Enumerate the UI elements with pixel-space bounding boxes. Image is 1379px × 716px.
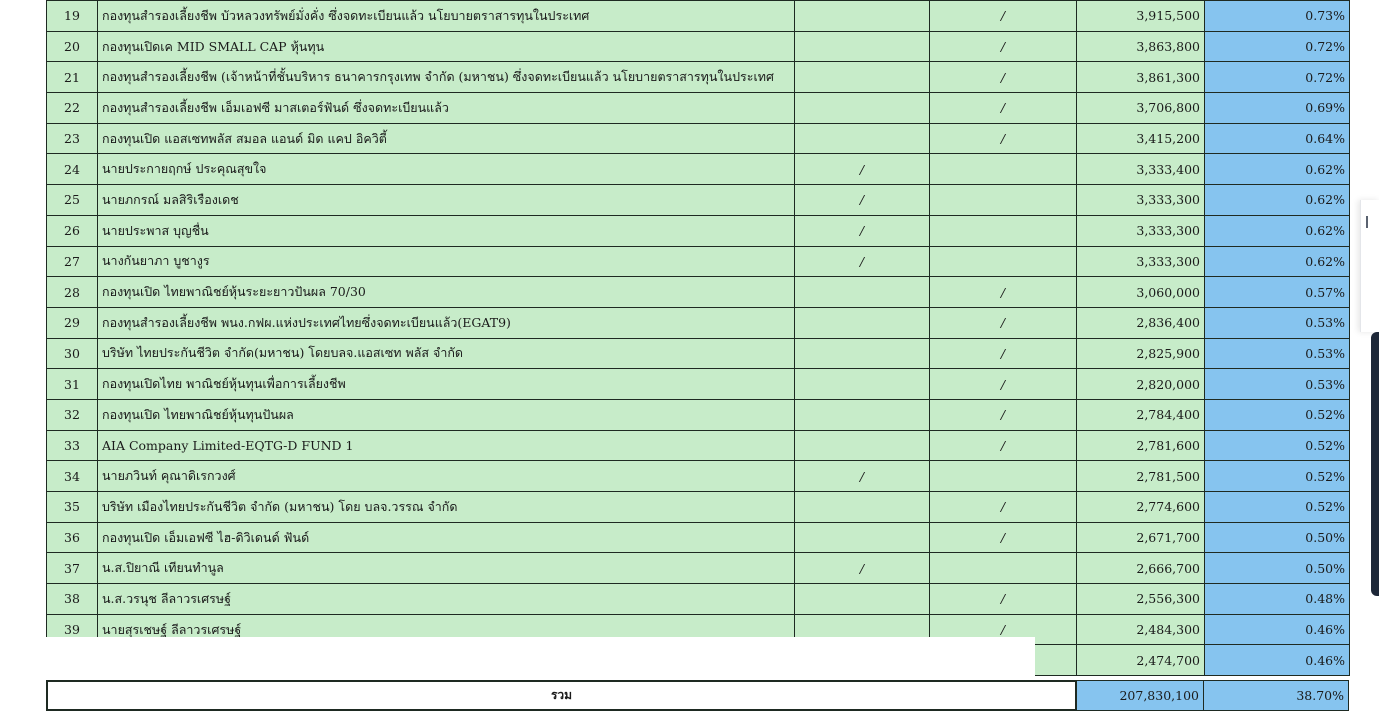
row-number: 30 <box>47 338 98 369</box>
foreign-mark: / <box>930 584 1077 615</box>
shareholder-name: น.ส.ปิยาณี เทียนทำนูล <box>98 553 795 584</box>
thai-mark <box>795 31 930 62</box>
foreign-mark <box>930 461 1077 492</box>
thai-mark <box>795 492 930 523</box>
shareholder-rows <box>47 1 1350 676</box>
thai-mark <box>795 399 930 430</box>
row-number: 20 <box>47 31 98 62</box>
table-row <box>47 62 1350 93</box>
table-row <box>47 93 1350 124</box>
shareholder-name: นางกันยาภา บูชางูร <box>98 246 795 277</box>
row-number: 33 <box>47 430 98 461</box>
shareholder-name: กองทุนเปิด ไทยพาณิชย์หุ้นทุนปันผล <box>98 399 795 430</box>
row-number: 21 <box>47 62 98 93</box>
share-count: 3,861,300 <box>1077 62 1205 93</box>
row-number: 36 <box>47 522 98 553</box>
share-percent: 0.46% <box>1205 645 1350 676</box>
thai-mark: / <box>795 215 930 246</box>
foreign-mark: / <box>930 93 1077 124</box>
share-percent: 0.57% <box>1205 277 1350 308</box>
thai-mark <box>795 277 930 308</box>
share-count: 3,415,200 <box>1077 123 1205 154</box>
share-percent: 0.53% <box>1205 307 1350 338</box>
share-percent: 0.64% <box>1205 123 1350 154</box>
share-count: 2,820,000 <box>1077 369 1205 400</box>
foreign-mark: / <box>930 338 1077 369</box>
panel-handle-icon <box>1366 216 1368 228</box>
foreign-mark: / <box>930 430 1077 461</box>
row-number: 32 <box>47 399 98 430</box>
table-row <box>47 338 1350 369</box>
row-number: 25 <box>47 185 98 216</box>
shareholder-table-wrapper <box>46 0 1349 676</box>
foreign-mark: / <box>930 277 1077 308</box>
thai-mark: / <box>795 461 930 492</box>
thai-mark <box>795 93 930 124</box>
share-percent: 0.52% <box>1205 461 1350 492</box>
total-percent: 38.70% <box>1204 680 1349 711</box>
share-percent: 0.62% <box>1205 215 1350 246</box>
share-percent: 0.52% <box>1205 430 1350 461</box>
table-row <box>47 461 1350 492</box>
thai-mark <box>795 584 930 615</box>
table-row <box>47 154 1350 185</box>
shareholder-name: นายภวินท์ คุณาดิเรกวงศ์ <box>98 461 795 492</box>
foreign-mark: / <box>930 307 1077 338</box>
row-number: 37 <box>47 553 98 584</box>
share-count: 2,836,400 <box>1077 307 1205 338</box>
total-row <box>46 680 1349 711</box>
row-number: 28 <box>47 277 98 308</box>
foreign-mark <box>930 246 1077 277</box>
total-label: รวม <box>46 680 1077 711</box>
shareholder-name: กองทุนเปิด ไทยพาณิชย์หุ้นระยะยาวปันผล 70/30 <box>98 277 795 308</box>
row-number: 34 <box>47 461 98 492</box>
share-percent: 0.72% <box>1205 31 1350 62</box>
table-row <box>47 430 1350 461</box>
foreign-mark <box>930 185 1077 216</box>
thai-mark <box>795 338 930 369</box>
share-count: 2,781,600 <box>1077 430 1205 461</box>
shareholder-name: นายสุรเชษฐ์ ลีลาวรเศรษฐ์ <box>98 614 795 645</box>
share-count: 3,333,300 <box>1077 215 1205 246</box>
shareholder-name: กองทุนสำรองเลี้ยงชีพ บัวหลวงทรัพย์มั่งคั่ง ซึ่งจดทะเบียนแล้ว นโยบายตราสารทุนในประเทศ <box>98 1 795 32</box>
table-row <box>47 522 1350 553</box>
table-row <box>47 399 1350 430</box>
foreign-mark: / <box>930 62 1077 93</box>
shareholder-name: กองทุนเปิด แอสเซทพลัส สมอล แอนด์ มิด แคป อิควิตี้ <box>98 123 795 154</box>
table-row <box>47 215 1350 246</box>
shareholder-name: บริษัท เมืองไทยประกันชีวิต จำกัด (มหาชน) โดย บลจ.วรรณ จำกัด <box>98 492 795 523</box>
shareholder-name: กองทุนเปิดไทย พาณิชย์หุ้นทุนเพื่อการเลี้ยงชีพ <box>98 369 795 400</box>
row-number: 22 <box>47 93 98 124</box>
shareholder-name: กองทุนเปิดเค MID SMALL CAP หุ้นทุน <box>98 31 795 62</box>
share-percent: 0.52% <box>1205 492 1350 523</box>
thai-mark <box>795 1 930 32</box>
thai-mark <box>795 123 930 154</box>
shareholder-name: กองทุนสำรองเลี้ยงชีพ เอ็มเอฟซี มาสเตอร์ฟันด์ ซึ่งจดทะเบียนแล้ว <box>98 93 795 124</box>
foreign-mark: / <box>930 399 1077 430</box>
foreign-mark: / <box>930 369 1077 400</box>
thai-mark <box>795 369 930 400</box>
share-percent: 0.48% <box>1205 584 1350 615</box>
share-count: 2,671,700 <box>1077 522 1205 553</box>
thai-mark: / <box>795 553 930 584</box>
shareholder-name: กองทุนเปิด เอ็มเอฟซี ไฮ-ดิวิเดนด์ ฟันด์ <box>98 522 795 553</box>
thai-mark: / <box>795 185 930 216</box>
table-row <box>47 369 1350 400</box>
thai-mark <box>795 522 930 553</box>
share-percent: 0.50% <box>1205 522 1350 553</box>
row-number: 31 <box>47 369 98 400</box>
share-percent: 0.53% <box>1205 338 1350 369</box>
thai-mark <box>795 307 930 338</box>
share-percent: 0.50% <box>1205 553 1350 584</box>
share-percent: 0.72% <box>1205 62 1350 93</box>
total-shares: 207,830,100 <box>1077 680 1204 711</box>
foreign-mark: / <box>930 1 1077 32</box>
share-percent: 0.73% <box>1205 1 1350 32</box>
table-row <box>47 553 1350 584</box>
table-row <box>47 584 1350 615</box>
table-row <box>47 307 1350 338</box>
shareholder-table <box>46 0 1350 676</box>
foreign-mark: / <box>930 123 1077 154</box>
shareholder-name: นายประกายฤกษ์ ประคุณสุขใจ <box>98 154 795 185</box>
row-number: 38 <box>47 584 98 615</box>
row-number: 24 <box>47 154 98 185</box>
share-count: 2,666,700 <box>1077 553 1205 584</box>
row-number: 23 <box>47 123 98 154</box>
side-panel-edge[interactable] <box>1360 200 1379 332</box>
share-count: 3,333,300 <box>1077 185 1205 216</box>
share-percent: 0.69% <box>1205 93 1350 124</box>
table-row <box>47 246 1350 277</box>
shareholder-name: บริษัท ไทยประกันชีวิต จำกัด(มหาชน) โดยบลจ.แอสเซท พลัส จำกัด <box>98 338 795 369</box>
thai-mark <box>795 62 930 93</box>
table-row <box>47 185 1350 216</box>
share-count: 2,484,300 <box>1077 614 1205 645</box>
shareholder-name: นายประพาส บุญชื่น <box>98 215 795 246</box>
foreign-mark: / <box>930 522 1077 553</box>
share-count: 2,474,700 <box>1077 645 1205 676</box>
table-row <box>47 123 1350 154</box>
shareholder-name: นายภกรณ์ มลสิริเรืองเดช <box>98 185 795 216</box>
row-number: 35 <box>47 492 98 523</box>
share-count: 2,784,400 <box>1077 399 1205 430</box>
share-percent: 0.53% <box>1205 369 1350 400</box>
thai-mark: / <box>795 154 930 185</box>
shareholder-name: น.ส.วรนุช ลีลาวรเศรษฐ์ <box>98 584 795 615</box>
foreign-mark <box>930 215 1077 246</box>
share-count: 3,915,500 <box>1077 1 1205 32</box>
share-count: 2,781,500 <box>1077 461 1205 492</box>
share-count: 3,706,800 <box>1077 93 1205 124</box>
foreign-mark <box>930 553 1077 584</box>
share-percent: 0.52% <box>1205 399 1350 430</box>
share-count: 2,774,600 <box>1077 492 1205 523</box>
shareholder-name: กองทุนสำรองเลี้ยงชีพ (เจ้าหน้าที่ชั้นบริหาร ธนาคารกรุงเทพ จำกัด (มหาชน) ซึ่งจดทะเบียนแล้ว นโยบายตราสารทุนในประเทศ <box>98 62 795 93</box>
share-percent: 0.62% <box>1205 246 1350 277</box>
share-percent: 0.46% <box>1205 614 1350 645</box>
thai-mark <box>795 430 930 461</box>
table-row <box>47 492 1350 523</box>
row-number: 27 <box>47 246 98 277</box>
redaction-box <box>46 637 1035 679</box>
shareholder-name: AIA Company Limited-EQTG-D FUND 1 <box>98 430 795 461</box>
table-row <box>47 31 1350 62</box>
share-count: 3,333,300 <box>1077 246 1205 277</box>
table-row <box>47 1 1350 32</box>
share-count: 3,333,400 <box>1077 154 1205 185</box>
share-count: 2,556,300 <box>1077 584 1205 615</box>
foreign-mark: / <box>930 492 1077 523</box>
share-count: 2,825,900 <box>1077 338 1205 369</box>
row-number: 39 <box>47 614 98 645</box>
foreign-mark <box>930 154 1077 185</box>
share-count: 3,060,000 <box>1077 277 1205 308</box>
side-panel-dark-edge[interactable] <box>1371 332 1379 596</box>
thai-mark: / <box>795 246 930 277</box>
foreign-mark: / <box>930 31 1077 62</box>
row-number: 26 <box>47 215 98 246</box>
share-count: 3,863,800 <box>1077 31 1205 62</box>
table-row <box>47 277 1350 308</box>
foreign-mark: / <box>930 614 1077 645</box>
shareholder-name: กองทุนสำรองเลี้ยงชีพ พนง.กฟผ.แห่งประเทศไทยซึ่งจดทะเบียนแล้ว(EGAT9) <box>98 307 795 338</box>
row-number: 19 <box>47 1 98 32</box>
row-number: 29 <box>47 307 98 338</box>
share-percent: 0.62% <box>1205 154 1350 185</box>
share-percent: 0.62% <box>1205 185 1350 216</box>
